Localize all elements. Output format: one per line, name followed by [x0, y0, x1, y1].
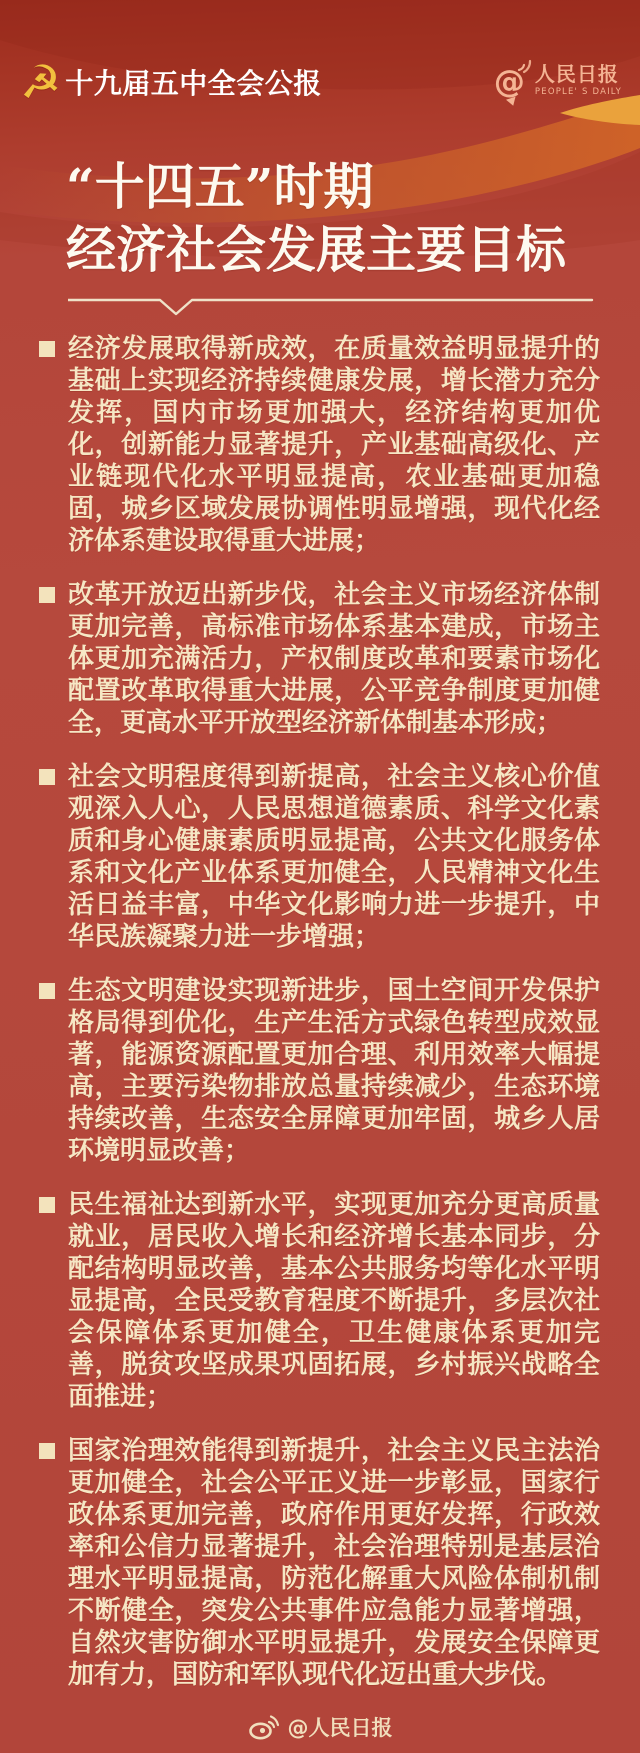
weibo-icon — [248, 1713, 280, 1741]
logo-tagline: PEOPLE' S DAILY — [534, 87, 622, 97]
logo-name: 人民日报 — [534, 62, 619, 86]
goal-text: 社会文明程度得到新提高，社会主义核心价值观深入人心，人民思想道德素质、科学文化素质和身心健康素质明显提高，公共文化服务体系和文化产业体系更加健全，人民精神文化生活日益丰富，中华文化影响力进一步提升，中华民族凝聚力进一步增强； — [68, 762, 600, 952]
goal-text: 生态文明建设实现新进步，国土空间开发保护格局得到优化，生产生活方式绿色转型成效显著，能源资源配置更加合理、利用效率大幅提高，主要污染物排放总量持续减少，生态环境持续改善，生态安全屏障更加牢固，城乡人居环境明显改善； — [68, 976, 600, 1166]
goal-text: 改革开放迈出新步伐，社会主义市场经济体制更加完善，高标准市场体系基本建成，市场主体更加充满活力，产权制度改革和要素市场化配置改革取得重大进展，公平竞争制度更加健全，更高水平开放型经济新体制基本形成； — [68, 580, 600, 738]
page-title-line1: “十四五”时期 — [66, 157, 374, 216]
square-bullet-icon — [39, 587, 55, 603]
page-title — [66, 155, 566, 281]
goal-item-civilization — [39, 761, 601, 953]
goal-item-governance — [39, 1435, 601, 1691]
at-icon: @ — [494, 60, 530, 104]
goal-item-livelihood — [39, 1189, 601, 1413]
goal-text: 民生福祉达到新水平，实现更加充分更高质量就业，居民收入增长和经济增长基本同步，分配结构明显改善，基本公共服务均等化水平明显提高，全民受教育程度不断提升，多层次社会保障体系更加健全，卫生健康体系更加完善，脱贫攻坚成果巩固拓展，乡村振兴战略全面推进； — [68, 1190, 600, 1412]
logo-texts — [535, 60, 622, 97]
square-bullet-icon — [39, 1197, 55, 1213]
goal-text: 经济发展取得新成效，在质量效益明显提升的基础上实现经济持续健康发展，增长潜力充分发挥，国内市场更加强大，经济结构更加优化，创新能力显著提升，产业基础高级化、产业链现代化水平明显提高，农业基础更加稳固，城乡区域发展协调性明显增强，现代化经济体系建设取得重大进展； — [68, 334, 600, 556]
square-bullet-icon — [39, 1443, 55, 1459]
square-bullet-icon — [39, 769, 55, 785]
goal-item-reform — [39, 579, 601, 739]
badge-title: 十九届五中全会公报 — [65, 67, 322, 100]
square-bullet-icon — [39, 983, 55, 999]
sound-waves-icon — [516, 58, 532, 74]
footer — [0, 1712, 640, 1742]
logo-tail — [506, 97, 518, 108]
page-title-line2: 经济社会发展主要目标 — [66, 220, 566, 279]
goals-list — [39, 333, 601, 1691]
divider — [68, 298, 598, 318]
goal-text: 国家治理效能得到新提升，社会主义民主法治更加健全，社会公平正义进一步彰显，国家行政体系更加完善，政府作用更好发挥，行政效率和公信力显著提升，社会治理特别是基层治理水平明显提高，防范化解重大风险体制机制不断健全，突发公共事件应急能力显著增强，自然灾害防御水平明显提升，发展安全保障更加有力，国防和军队现代化迈出重大步伐。 — [68, 1436, 600, 1690]
header-badge — [20, 55, 322, 109]
party-emblem-icon: ☭ — [20, 55, 62, 109]
square-bullet-icon — [39, 341, 55, 357]
goal-item-ecology — [39, 975, 601, 1167]
peoples-daily-logo — [494, 60, 622, 104]
goal-item-economy — [39, 333, 601, 557]
footer-credit: @人民日报 — [287, 1716, 393, 1740]
header — [20, 56, 622, 108]
